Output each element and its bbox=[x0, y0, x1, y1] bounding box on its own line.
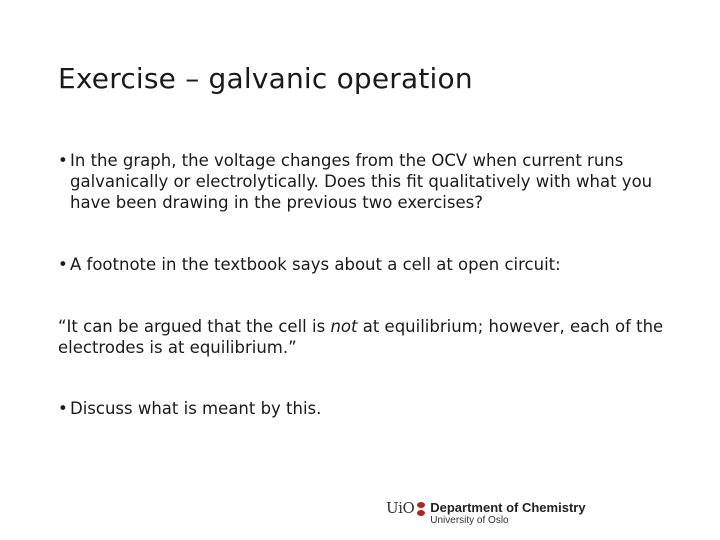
department-name: Department of Chemistry bbox=[430, 500, 586, 515]
footnote-quote bbox=[58, 316, 668, 358]
quote-emphasis: not bbox=[330, 317, 358, 336]
bullet-marker: • bbox=[58, 255, 68, 274]
quote-text-start: “It can be argued that the cell is bbox=[58, 317, 331, 336]
bullet-text: In the graph, the voltage changes from the OCV when current runs galvanically or electrolytically. Does this fit qualitatively with what you have been drawing in the previous two exercises? bbox=[70, 151, 653, 212]
bullet-discuss bbox=[58, 398, 658, 419]
bullet-text: A footnote in the textbook says about a cell at open circuit: bbox=[70, 255, 561, 274]
bullet-marker: • bbox=[58, 151, 68, 170]
logo-text bbox=[430, 501, 585, 527]
university-name: University of Oslo bbox=[430, 515, 509, 526]
bullet-text: Discuss what is meant by this. bbox=[70, 399, 322, 418]
bullet-ocv-question bbox=[58, 150, 658, 213]
logo-abbreviation: UiO bbox=[386, 499, 415, 517]
quote-text-end: at equilibrium; however, each of the electrodes is at equilibrium.” bbox=[58, 317, 664, 357]
bullet-marker: • bbox=[58, 399, 68, 418]
logo-seal-icon bbox=[417, 501, 425, 516]
university-logo bbox=[386, 501, 586, 527]
slide-title: Exercise – galvanic operation bbox=[58, 62, 473, 95]
bullet-footnote bbox=[58, 254, 658, 275]
